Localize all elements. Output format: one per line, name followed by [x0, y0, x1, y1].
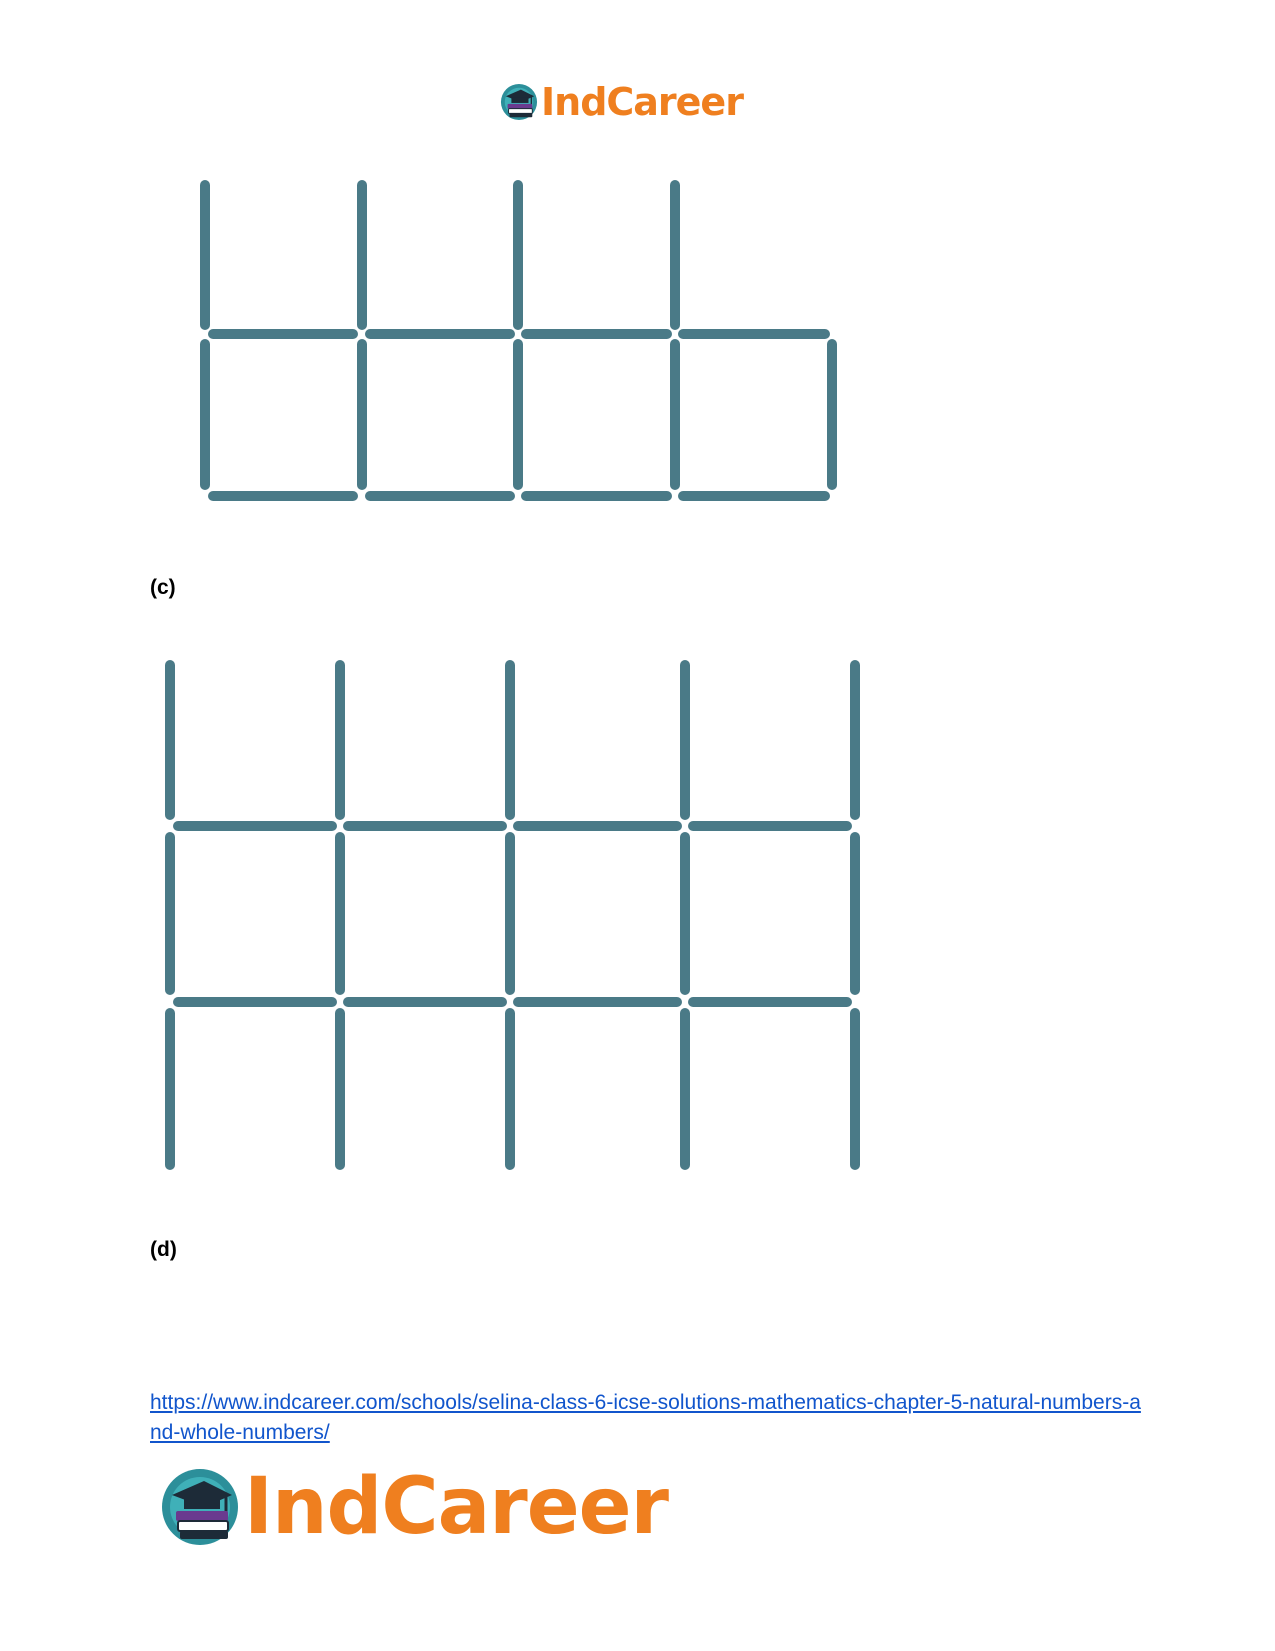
graduation-cap-books-icon	[500, 83, 538, 121]
matchstick-figure-c	[195, 180, 855, 525]
source-link[interactable]: https://www.indcareer.com/schools/selina-class-6-icse-solutions-mathematics-chapter-5-natural-numbers-and-whole-numbers/	[150, 1391, 1141, 1444]
matchstick-figure-d	[160, 660, 880, 1180]
figure-caption-d: (d)	[150, 1238, 177, 1261]
figure-caption-c: (c)	[150, 576, 176, 599]
graduation-cap-books-icon	[160, 1467, 240, 1547]
logo-text: IndCareer	[541, 80, 743, 124]
logo-text: IndCareer	[244, 1462, 668, 1552]
footer-logo	[160, 1462, 668, 1552]
header-logo	[500, 80, 743, 124]
